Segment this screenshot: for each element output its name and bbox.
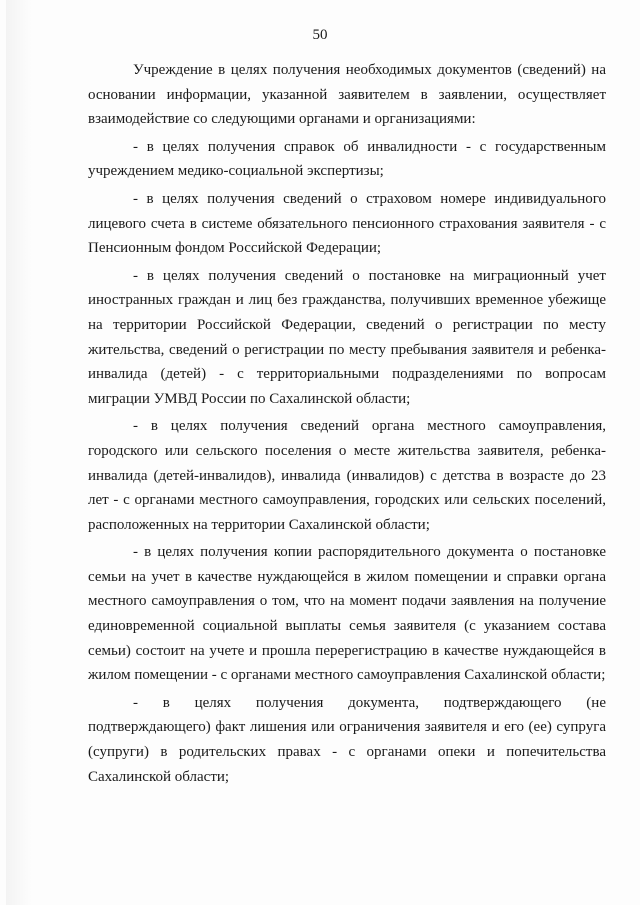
paragraph-parental-rights: - в целях получения документа, подтверждающего (не подтверждающего) факт лишения или ограничения заявителя и его (ее) супруга (супруги) в родительских правах - с органами опеки и попечительства Сахалинской области; bbox=[88, 694, 606, 785]
document-body bbox=[88, 58, 606, 792]
paragraph-housing-registration: - в целях получения копии распорядительного документа о постановке семьи на учет в качестве нуждающейся в жилом помещении и справки органа местного самоуправления о том, что на момент подачи заявления на получение единовременной социальной выплаты семья заявителя (с указанием состава семьи) состоит на учете и прошла перерегистрацию в качестве нуждающейся в жилом помещении - с органами местного самоуправления Сахалинской области; bbox=[88, 544, 606, 684]
paragraph-intro: Учреждение в целях получения необходимых документов (сведений) на основании информации, указанной заявителем в заявлении, осуществляет взаимодействие со следующими органами и организациями: bbox=[88, 62, 606, 128]
paragraph-migration-registration: - в целях получения сведений о постановке на миграционный учет иностранных граждан и лиц без гражданства, получивших временное убежище на территории Российской Федерации, сведений о регистрации по месту жительства, сведений о регистрации по месту пребывания заявителя и ребенка-инвалида (детей) - с территориальными подразделениями по вопросам миграции УМВД России по Сахалинской области; bbox=[88, 267, 606, 407]
paragraph-pension-account: - в целях получения сведений о страховом номере индивидуального лицевого счета в системе обязательного пенсионного страхования заявителя - с Пенсионным фондом Российской Федерации; bbox=[88, 190, 606, 257]
scan-edge-shadow bbox=[6, 0, 32, 905]
paragraph-local-self-government: - в целях получения сведений органа местного самоуправления, городского или сельского поселения о месте жительства заявителя, ребенка-инвалида (детей-инвалидов), инвалида (инвалидов) с детства в возрасте до 23 лет - с органами местного самоуправления, городских или сельских поселений, расположенных на территории Сахалинской области; bbox=[88, 418, 606, 533]
paragraph-disability-certificates: - в целях получения справок об инвалидности - с государственным учреждением медико-социальной экспертизы; bbox=[88, 138, 606, 180]
page-number: 50 bbox=[312, 27, 328, 43]
